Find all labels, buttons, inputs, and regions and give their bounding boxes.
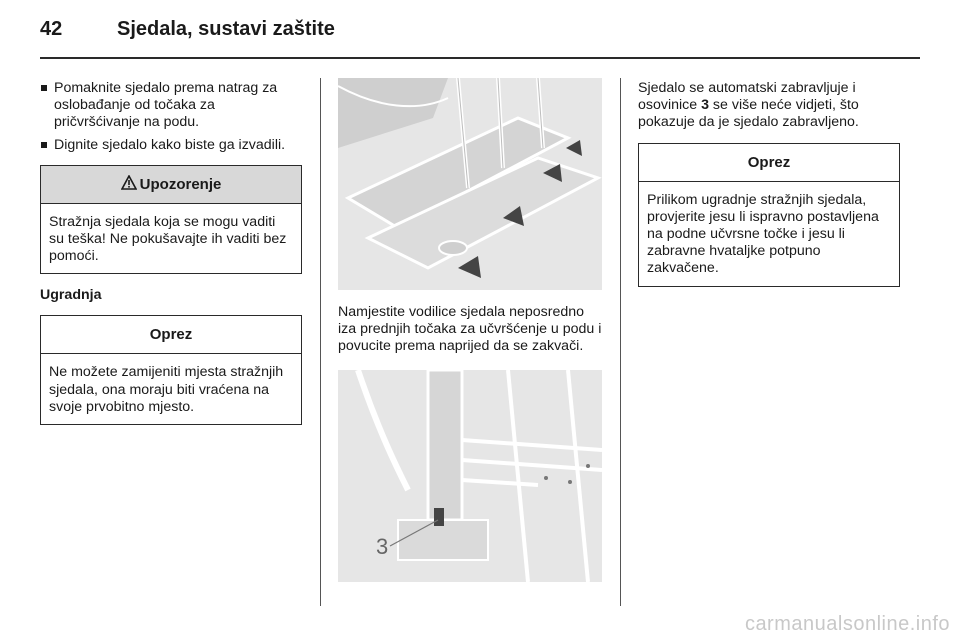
page-header — [40, 18, 335, 50]
page-title: Sjedala, sustavi zaštite — [117, 18, 335, 40]
instruction-list — [40, 80, 302, 154]
header-divider — [40, 57, 920, 59]
list-item: Pomaknite sjedalo prema natrag za oslobađanje od točaka za pričvršćivanje na podu. — [40, 80, 302, 132]
instruction-paragraph: Namjestite vodilice sjedala neposredno iza prednjih točaka za učvršćenje u podu i povucite prema naprijed da se zakvači. — [338, 304, 602, 355]
caution-box-body: Ne možete zamijeniti mjesta stražnjih sjedala, ona moraju biti vraćena na svoje prvobitno mjesto. — [49, 364, 284, 415]
footer-watermark: carmanualsonline.info — [744, 613, 950, 635]
warning-box-body: Stražnja sjedala koja se mogu vaditi su teška! Ne pokušavajte ih vaditi bez pomoći. — [49, 213, 287, 265]
seat-rail-illustration-icon — [338, 78, 602, 290]
column-1 — [40, 80, 302, 425]
bullet-square-icon — [41, 85, 47, 91]
column-divider-right — [620, 78, 621, 606]
bullet-square-icon — [41, 142, 47, 148]
warning-box-title: Upozorenje — [139, 175, 222, 193]
caution-box-header: Oprez — [41, 316, 301, 354]
lock-paragraph: Sjedalo se automatski zabravljuje i osovinice 3 se više neće vidjeti, što pokazuje da je sjedalo zabravljeno. — [638, 80, 859, 131]
warning-box — [40, 165, 302, 275]
caution-box — [638, 143, 900, 287]
column-2 — [338, 78, 602, 582]
list-item: Dignite sjedalo kako biste ga izvadili. — [40, 137, 302, 154]
callout-number-3: 3 — [376, 533, 389, 559]
warning-triangle-icon — [121, 175, 137, 194]
caution-box-body: Prilikom ugradnje stražnjih sjedala, provjerite jesu li ispravno postavljena na podne učvrsne točke i jesu li zabravne hvataljke potpuno zakvačene. — [647, 191, 879, 277]
caution-box — [40, 315, 302, 425]
column-divider-left — [320, 78, 321, 606]
warning-box-header — [41, 166, 301, 204]
column-3 — [638, 80, 900, 287]
section-heading: Ugradnja — [40, 287, 102, 304]
seat-latch-illustration-icon — [338, 370, 602, 582]
caution-box-header: Oprez — [639, 144, 899, 182]
page-number: 42 — [40, 18, 63, 40]
